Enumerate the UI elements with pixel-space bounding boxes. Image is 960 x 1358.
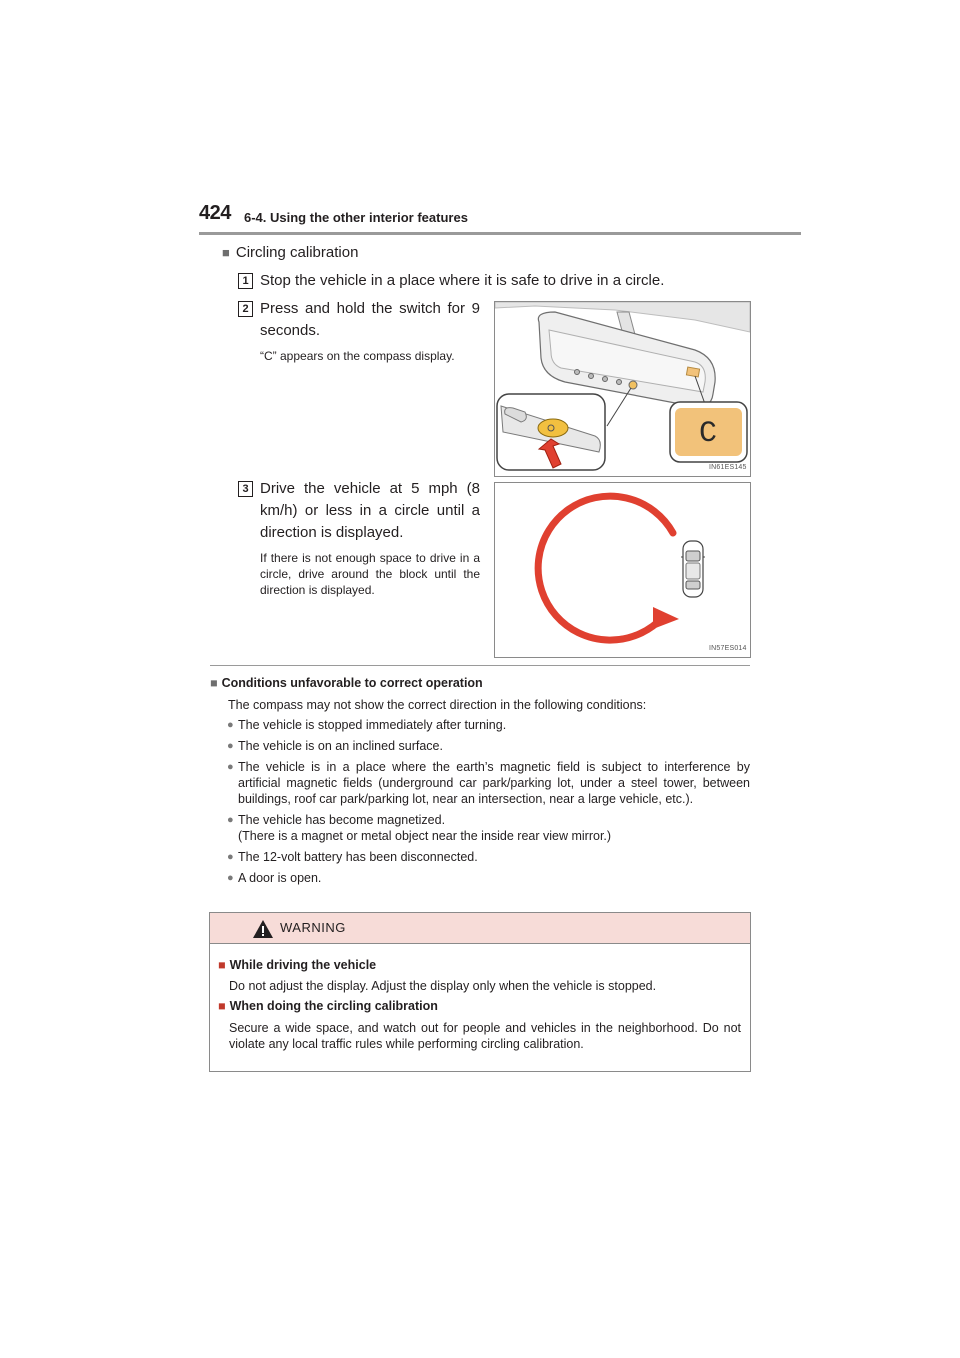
bullet-dot-icon: ● (227, 719, 234, 731)
procedure-heading-text: Circling calibration (235, 244, 359, 261)
warning-item-heading-text: When doing the circling calibration (229, 999, 438, 1013)
compass-display-char: C (698, 417, 718, 451)
list-item (228, 717, 750, 733)
car-top-view (681, 541, 705, 597)
conditions-heading-text: Conditions unfavorable to correct operation (221, 676, 483, 690)
procedure-heading (222, 244, 358, 261)
figure-2-code: IN57ES014 (709, 645, 747, 652)
warning-box (209, 912, 751, 1072)
step-2-note: “C” appears on the compass display. (260, 349, 455, 363)
list-item-subtext: (There is a magnet or metal object near the inside rear view mirror.) (238, 829, 612, 843)
bullet-dot-icon: ● (227, 761, 234, 773)
step-number-2: 2 (238, 301, 253, 317)
header-divider (199, 232, 801, 235)
bullet-dot-icon: ● (227, 814, 234, 826)
step-1-text: Stop the vehicle in a place where it is safe to drive in a circle. (260, 272, 665, 289)
conditions-list (228, 717, 750, 891)
warning-title: WARNING (280, 920, 346, 935)
list-item-text: The vehicle is stopped immediately after turning. (238, 718, 507, 732)
warning-item-heading-text: While driving the vehicle (229, 958, 377, 972)
page-number: 424 (199, 202, 231, 224)
warning-item-text: Do not adjust the display. Adjust the display only when the vehicle is stopped. (229, 979, 657, 993)
square-bullet-icon: ■ (218, 999, 226, 1013)
list-item-text: A door is open. (238, 871, 322, 885)
section-title: 6-4. Using the other interior features (244, 210, 468, 225)
circle-drive-illustration (495, 483, 750, 657)
square-bullet-icon: ■ (222, 245, 230, 260)
warning-header (210, 913, 750, 944)
step-number-3: 3 (238, 481, 253, 497)
figure-1-code: IN61ES145 (709, 464, 747, 471)
step-number-1: 1 (238, 273, 253, 289)
mirror-switch-illustration (495, 302, 750, 476)
list-item (228, 849, 750, 865)
warning-triangle-icon (252, 919, 274, 939)
list-item-text: The 12-volt battery has been disconnected. (238, 850, 478, 864)
mirror-switch-figure (494, 301, 751, 477)
list-item (228, 870, 750, 886)
list-item-text: The vehicle is on an inclined surface. (238, 739, 443, 753)
list-item (228, 759, 750, 807)
circle-drive-figure (494, 482, 751, 658)
square-bullet-icon: ■ (210, 676, 218, 690)
section-divider (210, 665, 750, 666)
list-item-text: The vehicle is in a place where the earth’s magnetic field is subject to interference by artificial magnetic fields (underground car park/parking lot, under a steel tower, between buildings, roof car park/parking lot, near an intersection, near a large vehicle, etc.). (238, 760, 750, 806)
conditions-intro: The compass may not show the correct direction in the following conditions: (228, 698, 647, 712)
list-item-text: The vehicle has become magnetized. (238, 813, 446, 827)
step-3-note: If there is not enough space to drive in a circle, drive around the block until the direction is displayed. (260, 551, 480, 597)
step-3-text: Drive the vehicle at 5 mph (8 km/h) or less in a circle until a direction is displayed. (260, 480, 480, 541)
bullet-dot-icon: ● (227, 851, 234, 863)
list-item (228, 812, 750, 844)
warning-item-heading (218, 958, 376, 972)
step-2-text: Press and hold the switch for 9 seconds. (260, 300, 480, 339)
bullet-dot-icon: ● (227, 740, 234, 752)
warning-item-text: Secure a wide space, and watch out for people and vehicles in the neighborhood. Do not violate any local traffic rules while performing circling calibration. (229, 1021, 741, 1051)
bullet-dot-icon: ● (227, 872, 234, 884)
warning-item-heading (218, 999, 438, 1013)
square-bullet-icon: ■ (218, 958, 226, 972)
list-item (228, 738, 750, 754)
conditions-heading (210, 676, 483, 690)
